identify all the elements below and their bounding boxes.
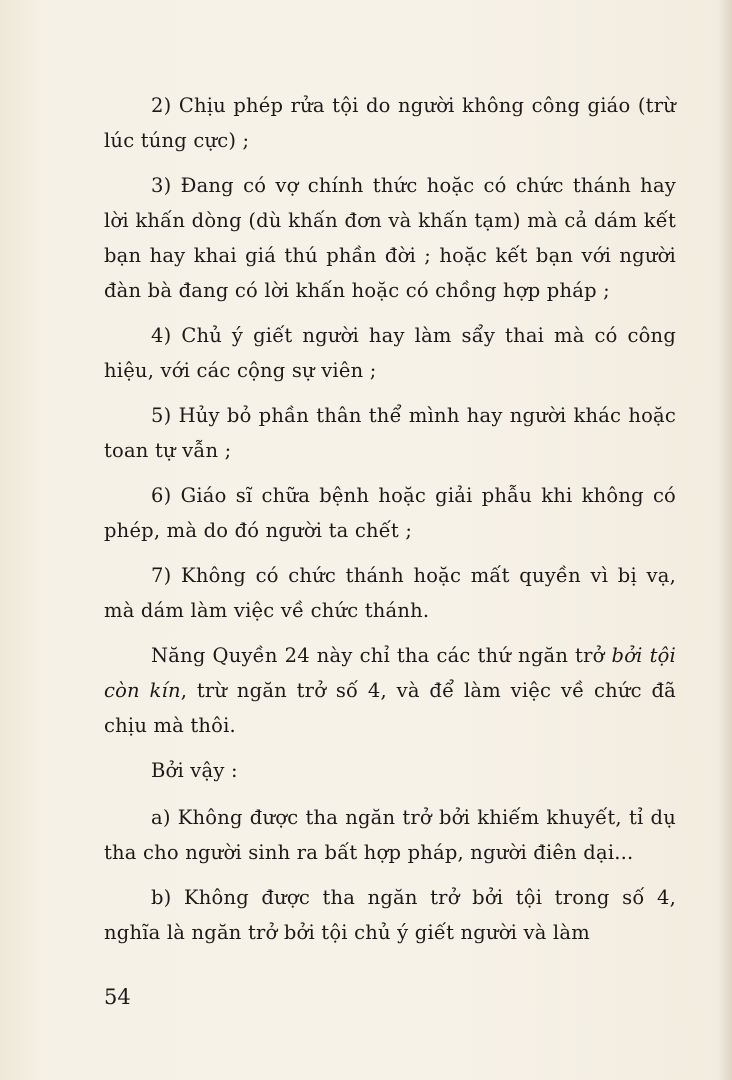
page-edge-shadow [718,0,732,1080]
page-text-body [104,88,676,960]
page-number: 54 [104,985,131,1009]
power-24-note [104,638,676,743]
paragraph-item-4: 4) Chủ ý giết người hay làm sẩy thai mà có công hiệu, với các cộng sự viên ; [104,324,676,382]
paragraph-item-2: 2) Chịu phép rửa tội do người không công giáo (trừ lúc túng cực) ; [104,94,676,152]
paragraph-item-3: 3) Đang có vợ chính thức hoặc có chức thánh hay lời khấn dòng (dù khấn đơn và khấn tạm) mà cả dám kết bạn hay khai giá thú phần đời ; hoặc kết bạn với người đàn bà đang có lời khấn hoặc có chồng hợp pháp ; [104,174,676,302]
item-a: a) Không được tha ngăn trở bởi khiếm khuyết, tỉ dụ tha cho người sinh ra bất hợp pháp, người điên dại... [104,806,676,864]
paragraph-item-5: 5) Hủy bỏ phần thân thể mình hay người khác hoặc toan tự vẫn ; [104,404,676,462]
power-note-italic: bởi tội còn kín [104,644,676,702]
power-note-lead: Năng Quyền 24 này chỉ tha các thứ ngăn trở [151,644,612,667]
paragraph-item-7: 7) Không có chức thánh hoặc mất quyền vì bị vạ, mà dám làm việc về chức thánh. [104,564,676,622]
power-note-tail: , trừ ngăn trở số 4, và để làm việc về chức đã chịu mà thôi. [104,679,676,737]
paragraph-item-6: 6) Giáo sĩ chữa bệnh hoặc giải phẫu khi không có phép, mà do đó người ta chết ; [104,484,676,542]
item-b: b) Không được tha ngăn trở bởi tội trong số 4, nghĩa là ngăn trở bởi tội chủ ý giết người và làm [104,886,676,944]
therefore-heading: Bởi vậy : [151,759,238,782]
